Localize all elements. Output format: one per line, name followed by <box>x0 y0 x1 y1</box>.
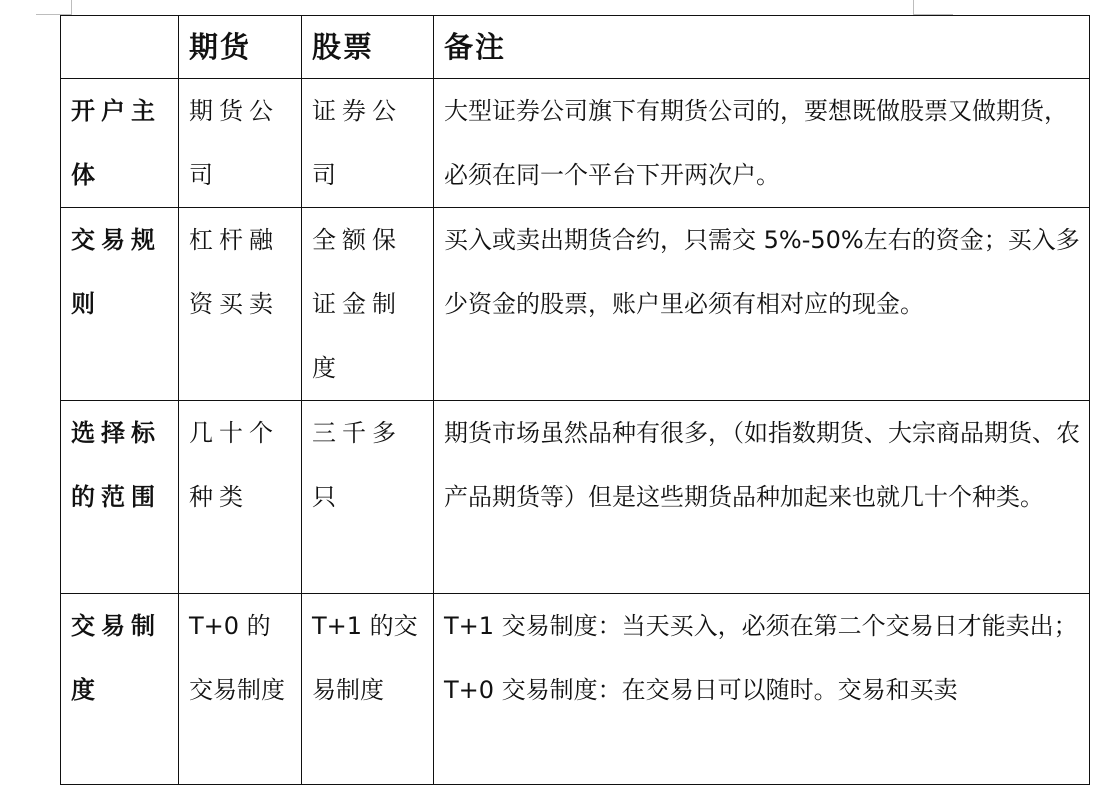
stocks-cell: 证券公司 <box>302 79 434 208</box>
notes-paragraph: T+0 交易制度：在交易日可以随时。交易和买卖 <box>444 676 958 704</box>
futures-cell: 杠杆融资买卖 <box>179 208 302 401</box>
notes-cell: 期货市场虽然品种有很多，（如指数期货、大宗商品期货、农产品期货等）但是这些期货品种加起来也就几十个种类。 <box>434 401 1090 594</box>
table-row <box>61 401 1090 594</box>
row-label: 交易制度 <box>61 594 179 785</box>
notes-paragraph: T+1 交易制度：当天买入，必须在第二个交易日才能卖出； <box>444 612 1078 640</box>
notes-cell <box>434 594 1090 785</box>
margin-mark-top-right-vertical <box>913 0 914 15</box>
table-row <box>61 208 1090 401</box>
futures-cell: 几十个种类 <box>179 401 302 594</box>
stocks-cell: 三千多只 <box>302 401 434 594</box>
futures-cell: 期货公司 <box>179 79 302 208</box>
notes-cell: 买入或卖出期货合约，只需交 5%-50%左右的资金；买入多少资金的股票，账户里必须有相对应的现金。 <box>434 208 1090 401</box>
futures-cell: T+0 的交易制度 <box>179 594 302 785</box>
notes-cell: 大型证券公司旗下有期货公司的，要想既做股票又做期货，必须在同一个平台下开两次户。 <box>434 79 1090 208</box>
row-label: 选择标的范围 <box>61 401 179 594</box>
header-cell-empty <box>61 16 179 79</box>
stocks-cell: T+1 的交易制度 <box>302 594 434 785</box>
header-cell-stocks: 股票 <box>302 16 434 79</box>
stocks-cell: 全额保证金制度 <box>302 208 434 401</box>
row-label: 开户主体 <box>61 79 179 208</box>
table-row <box>61 594 1090 785</box>
header-cell-notes: 备注 <box>434 16 1090 79</box>
comparison-table <box>60 15 1090 785</box>
header-cell-futures: 期货 <box>179 16 302 79</box>
table-row <box>61 79 1090 208</box>
margin-mark-top-left-vertical <box>71 0 72 15</box>
table-header-row <box>61 16 1090 79</box>
row-label: 交易规则 <box>61 208 179 401</box>
